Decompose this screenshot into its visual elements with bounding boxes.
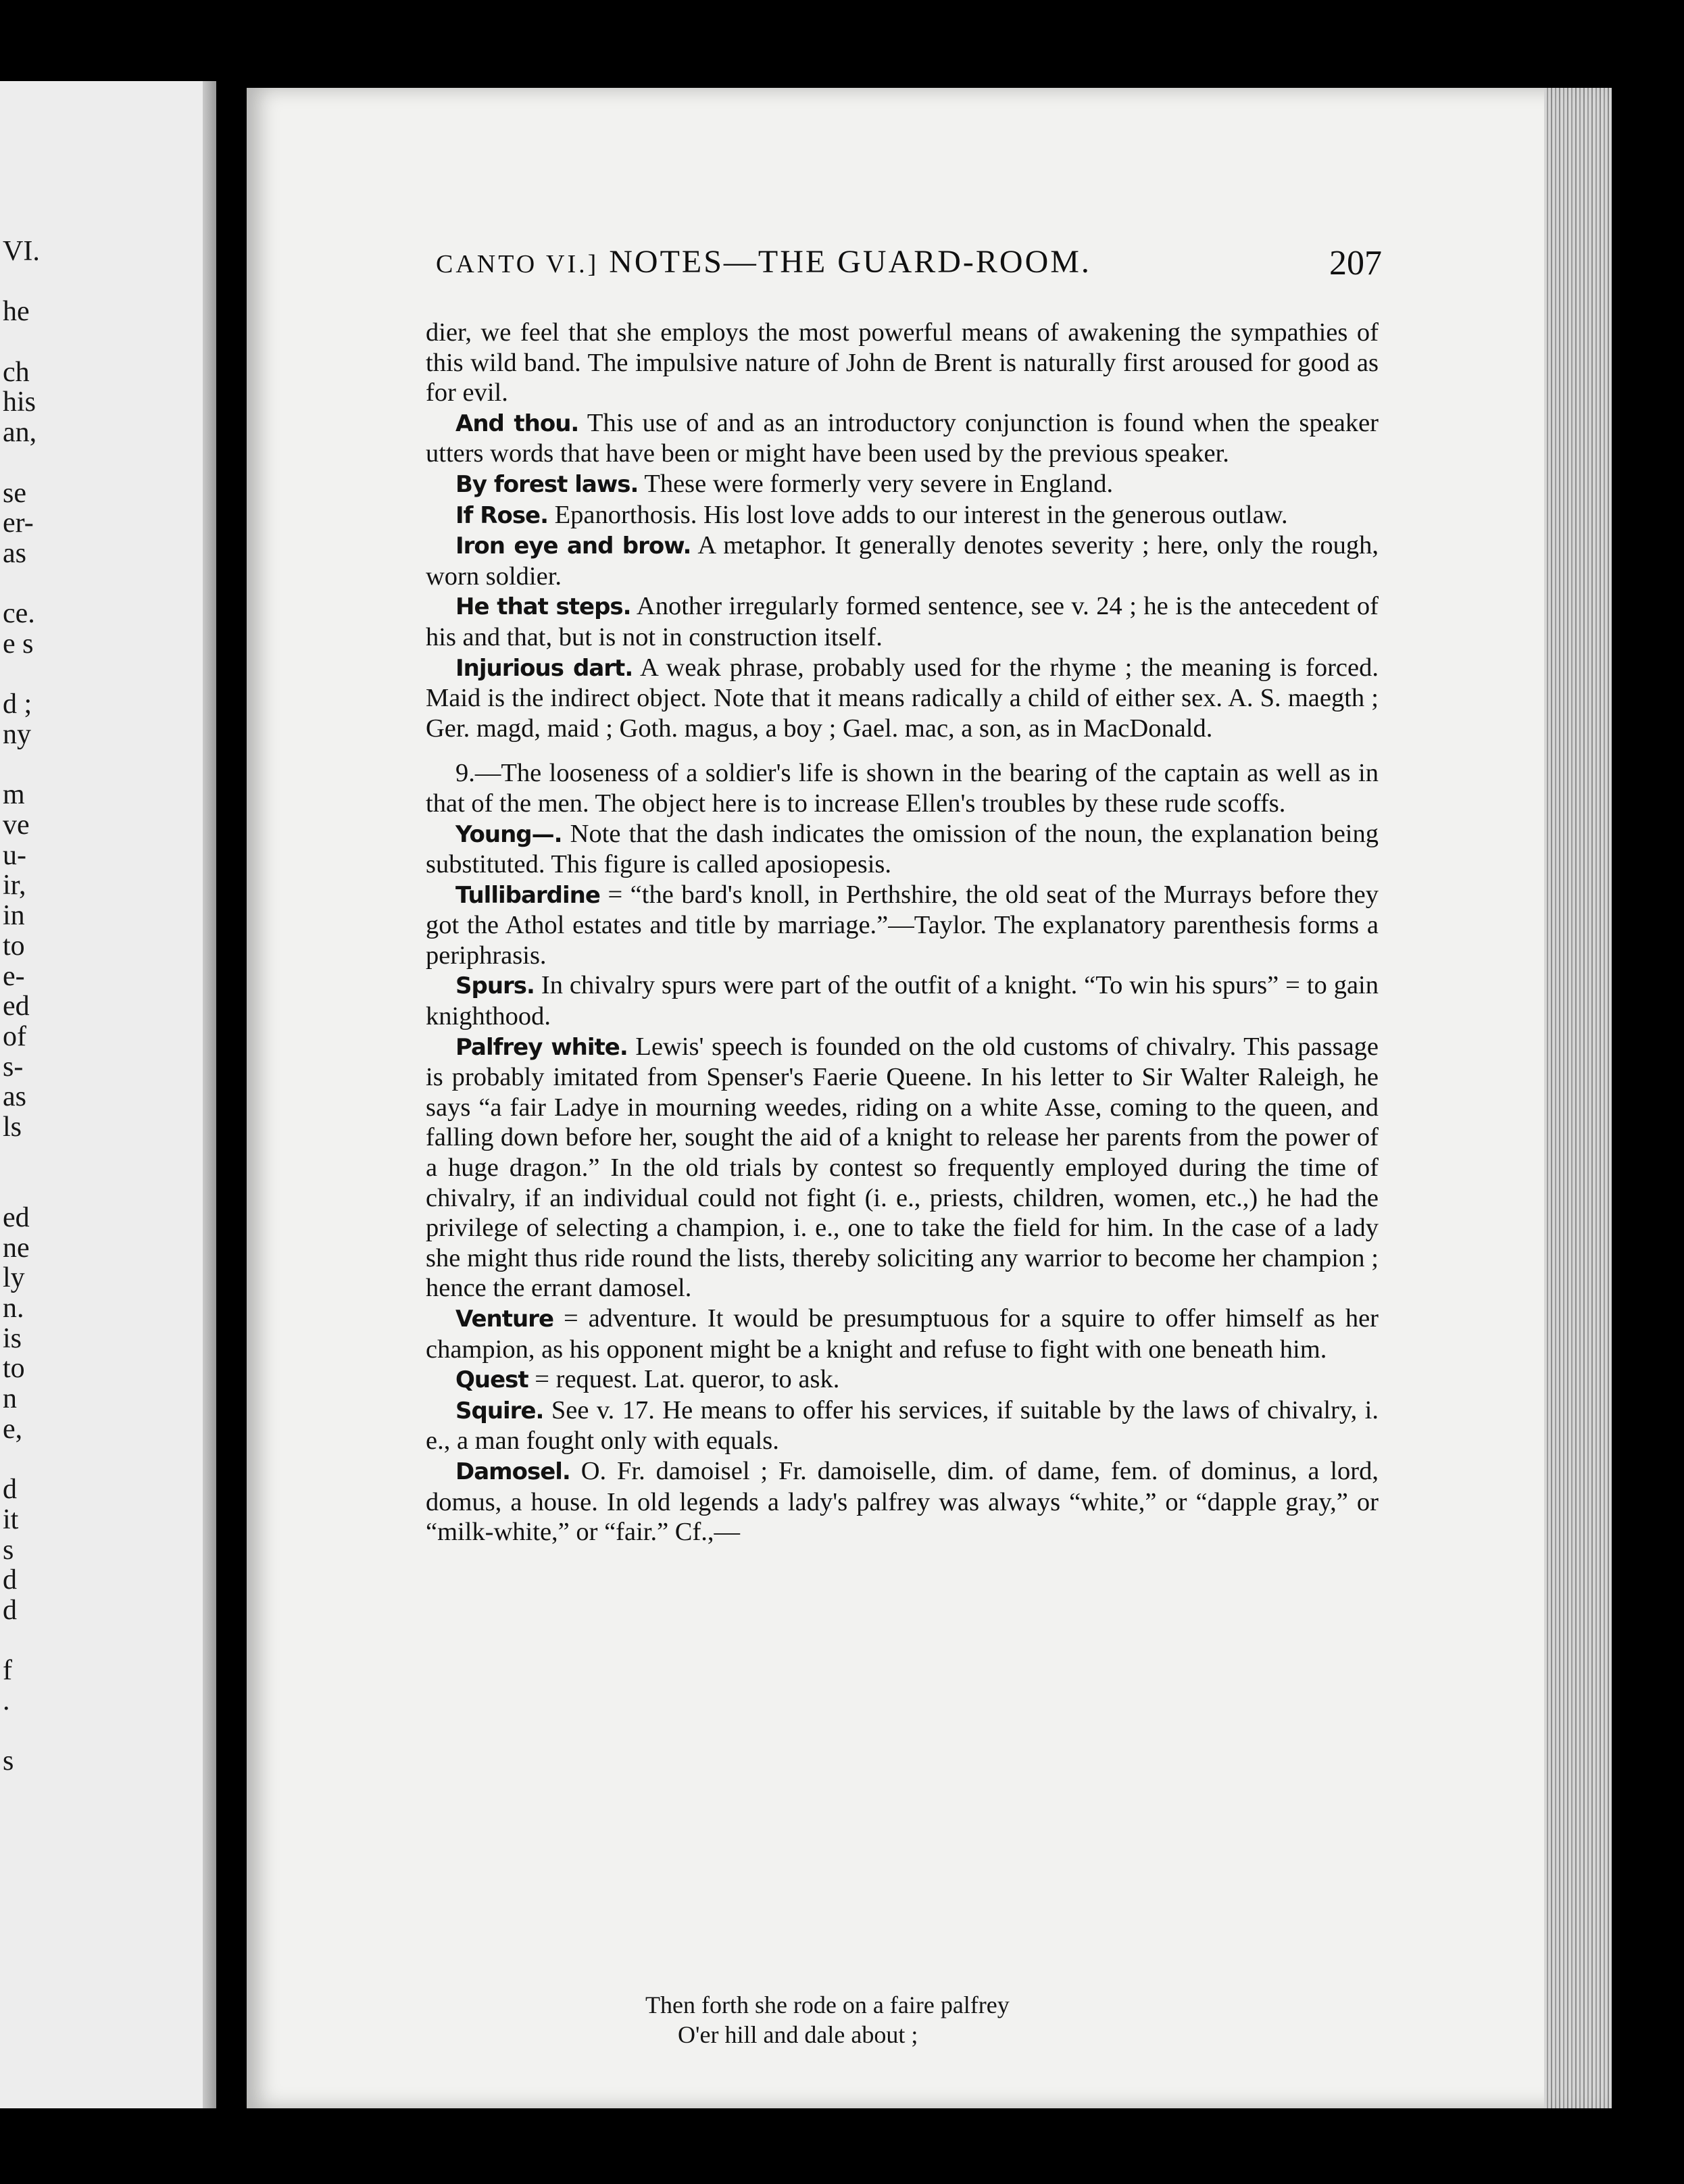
- left-page-fragment: u-: [3, 839, 26, 871]
- left-page-fragment: d ;: [3, 689, 32, 720]
- note-text: In chivalry spurs were part of the outfit of a knight. “To win his spurs” = to gain knighthood.: [426, 971, 1379, 1031]
- page-header: [436, 243, 1382, 297]
- left-page-fragment: an,: [3, 417, 37, 449]
- left-page-fragment: s: [3, 1534, 14, 1566]
- note-text: Epanorthosis. His lost love adds to our interest in the generous outlaw.: [548, 500, 1288, 529]
- left-page-fragment: ce.: [3, 598, 35, 630]
- note-text: Lewis' speech is founded on the old customs of chivalry. This passage is probably imitated from Spenser's Faerie Queene. In his letter to Sir Walter Raleigh, he says “a fair Ladye in mourning weedes, riding on a white Asse, coming to the queen, and falling down before her, sought the aid of a knight to release her parents from the power of a huge dragon.” In the old trials by contest so frequently employed during the time of chivalry, if an individual could not fight (i. e., priests, children, women, etc.,) he had the privilege of selecting a champion, i. e., one to take the field for him. In the case of a lady she might thus ride round the lists, thereby soliciting any warrior to become her champion ; hence the errant damosel.: [426, 1032, 1379, 1303]
- note-text: A weak phrase, probably used for the rhyme ; the meaning is forced. Maid is the indirect object. Note that it means radically a child of either sex. A. S. maegth ; Ger. magd, maid ; Goth. magus, a boy ; Gael. mac, a son, as in MacDonald.: [426, 653, 1379, 743]
- left-page-fragment: [3, 569, 40, 599]
- left-page-fragment: d: [3, 1594, 17, 1626]
- note-headword: Venture: [455, 1306, 554, 1333]
- note-headword: Injurious dart.: [455, 654, 633, 682]
- verse-line: O'er hill and dale about ;: [678, 2021, 918, 2048]
- left-page-fragment: s: [3, 1745, 14, 1777]
- left-page-fragment: n: [3, 1383, 17, 1415]
- note-entry: [426, 819, 1379, 880]
- verse-line: Then forth she rode on a faire palfrey: [645, 1991, 1010, 2018]
- left-page-fragment: m: [3, 779, 25, 811]
- left-page-fragment: n.: [3, 1293, 24, 1324]
- left-page-fragment: ly: [3, 1262, 25, 1294]
- left-page-fragment: [3, 1716, 40, 1747]
- note-text: = request. Lat. queror, to ask.: [528, 1365, 840, 1394]
- book-gutter: [203, 81, 216, 2108]
- note-text: This use of and as an introductory conjunction is found when the speaker utters words that have been or might have been used by the previous speaker.: [426, 408, 1379, 468]
- note-entry: [426, 591, 1379, 652]
- paragraph: [426, 318, 1379, 408]
- notes-text-block: [426, 318, 1379, 1547]
- note-text: Another irregularly formed sentence, see v. 24 ; he is the antecedent of his and that, but is not in construction itself.: [426, 592, 1379, 651]
- note-headword: Quest: [455, 1366, 528, 1394]
- left-page-text-fragments: [3, 237, 40, 1777]
- left-page-fragment: se: [3, 477, 26, 509]
- left-page-fragment: of: [3, 1020, 26, 1052]
- left-page-fragment: e s: [3, 628, 34, 660]
- page-number: 207: [1329, 244, 1382, 282]
- left-page-fragment: ch: [3, 356, 30, 388]
- left-page-fragment: e-: [3, 960, 25, 992]
- note-headword: If Rose.: [455, 501, 549, 529]
- running-head-title: NOTES—THE GUARD-ROOM.: [609, 244, 1091, 280]
- left-page-fragment: [3, 660, 40, 690]
- left-page-fragment: as: [3, 1081, 26, 1113]
- note-entry: [426, 1364, 1379, 1395]
- left-page-fragment: [3, 1143, 40, 1173]
- left-page-fragment: [3, 448, 40, 478]
- note-text: O. Fr. damoisel ; Fr. damoiselle, dim. of dame, fem. of dominus, a lord, domus, a house. In old legends a lady's palfrey was always “white,” or “dapple gray,” or “milk-white,” or “fair.” Cf.,—: [426, 1456, 1379, 1547]
- running-head-canto: CANTO VI.]: [436, 250, 599, 278]
- note-entry: [426, 880, 1379, 971]
- left-page-fragment: ed: [3, 1202, 30, 1233]
- note-headword: And thou.: [455, 410, 579, 437]
- left-page-fragment: ve: [3, 810, 30, 841]
- note-entry: [426, 653, 1379, 744]
- note-text: Note that the dash indicates the omission of the noun, the explanation being substituted. This figure is called aposiopesis.: [426, 819, 1379, 879]
- left-facing-page: [0, 81, 216, 2108]
- left-page-fragment: he: [3, 296, 30, 328]
- note-text: These were formerly very severe in England.: [638, 469, 1114, 498]
- note-headword: Squire.: [455, 1397, 544, 1424]
- left-page-fragment: .: [3, 1685, 10, 1716]
- note-headword: Spurs.: [455, 972, 535, 1000]
- note-entry: [426, 408, 1379, 469]
- left-page-fragment: [3, 1626, 40, 1656]
- note-text: A metaphor. It generally denotes severity ; here, only the rough, worn soldier.: [426, 531, 1379, 591]
- left-page-fragment: ed: [3, 991, 30, 1022]
- note-headword: Palfrey white.: [455, 1033, 628, 1061]
- left-page-fragment: VI.: [3, 236, 40, 267]
- left-page-fragment: er-: [3, 507, 34, 539]
- left-page-fragment: is: [3, 1322, 22, 1354]
- left-page-fragment: d: [3, 1474, 17, 1506]
- left-page-fragment: to: [3, 1353, 25, 1385]
- left-page-fragment: [3, 327, 40, 357]
- note-entry: [426, 530, 1379, 591]
- note-text: = adventure. It would be presumptuous for a squire to offer himself as her champion, as his opponent might be a knight and refuse to fight with one beneath him.: [426, 1304, 1379, 1364]
- left-page-fragment: [3, 750, 40, 780]
- page-edges: [1544, 88, 1612, 2108]
- main-page: [247, 88, 1612, 2108]
- note-entry: [426, 1304, 1379, 1364]
- left-page-fragment: d: [3, 1564, 17, 1596]
- left-page-fragment: [3, 267, 40, 297]
- note-entry: [426, 970, 1379, 1031]
- note-headword: Young—.: [455, 820, 562, 848]
- left-page-fragment: ne: [3, 1232, 30, 1264]
- left-page-fragment: as: [3, 537, 26, 569]
- left-page-fragment: his: [3, 387, 36, 418]
- paragraph-text: dier, we feel that she employs the most powerful means of awakening the sympathies of this wild band. The impulsive nature of John de Brent is naturally first aroused for good as for evil.: [426, 318, 1379, 407]
- note-entry: [426, 469, 1379, 500]
- left-page-fragment: to: [3, 930, 25, 962]
- note-headword: By forest laws.: [455, 470, 639, 498]
- note-headword: He that steps.: [455, 593, 631, 621]
- note-headword: Iron eye and brow.: [455, 532, 691, 560]
- left-page-fragment: in: [3, 900, 25, 932]
- numbered-paragraph: 9.—The looseness of a soldier's life is shown in the bearing of the captain as well as in that of the men. The object here is to increase Ellen's troubles by these rude scoffs.: [426, 759, 1379, 818]
- note-entry: [426, 1395, 1379, 1456]
- note-headword: Tullibardine: [455, 881, 600, 909]
- running-head: [436, 243, 1091, 280]
- left-page-fragment: [3, 1445, 40, 1475]
- left-page-fragment: ls: [3, 1111, 22, 1143]
- note-entry: [426, 1456, 1379, 1547]
- left-page-fragment: s-: [3, 1051, 24, 1083]
- left-page-fragment: ir,: [3, 870, 26, 901]
- left-page-fragment: e,: [3, 1413, 23, 1445]
- left-page-fragment: [3, 1172, 40, 1203]
- note-entry: [426, 1032, 1379, 1304]
- left-page-fragment: it: [3, 1504, 19, 1535]
- quoted-verse: [645, 1990, 1254, 2050]
- note-headword: Damosel.: [455, 1458, 570, 1485]
- note-text: See v. 17. He means to offer his services, if suitable by the laws of chivalry, i. e., a man fought only with equals.: [426, 1395, 1379, 1456]
- left-page-fragment: ny: [3, 719, 31, 750]
- note-entry: [426, 500, 1379, 531]
- note-text: = “the bard's knoll, in Perthshire, the old seat of the Murrays before they got the Athol estates and title by marriage.”—Taylor. The explanatory parenthesis forms a periphrasis.: [426, 880, 1379, 970]
- left-page-fragment: f: [3, 1655, 12, 1687]
